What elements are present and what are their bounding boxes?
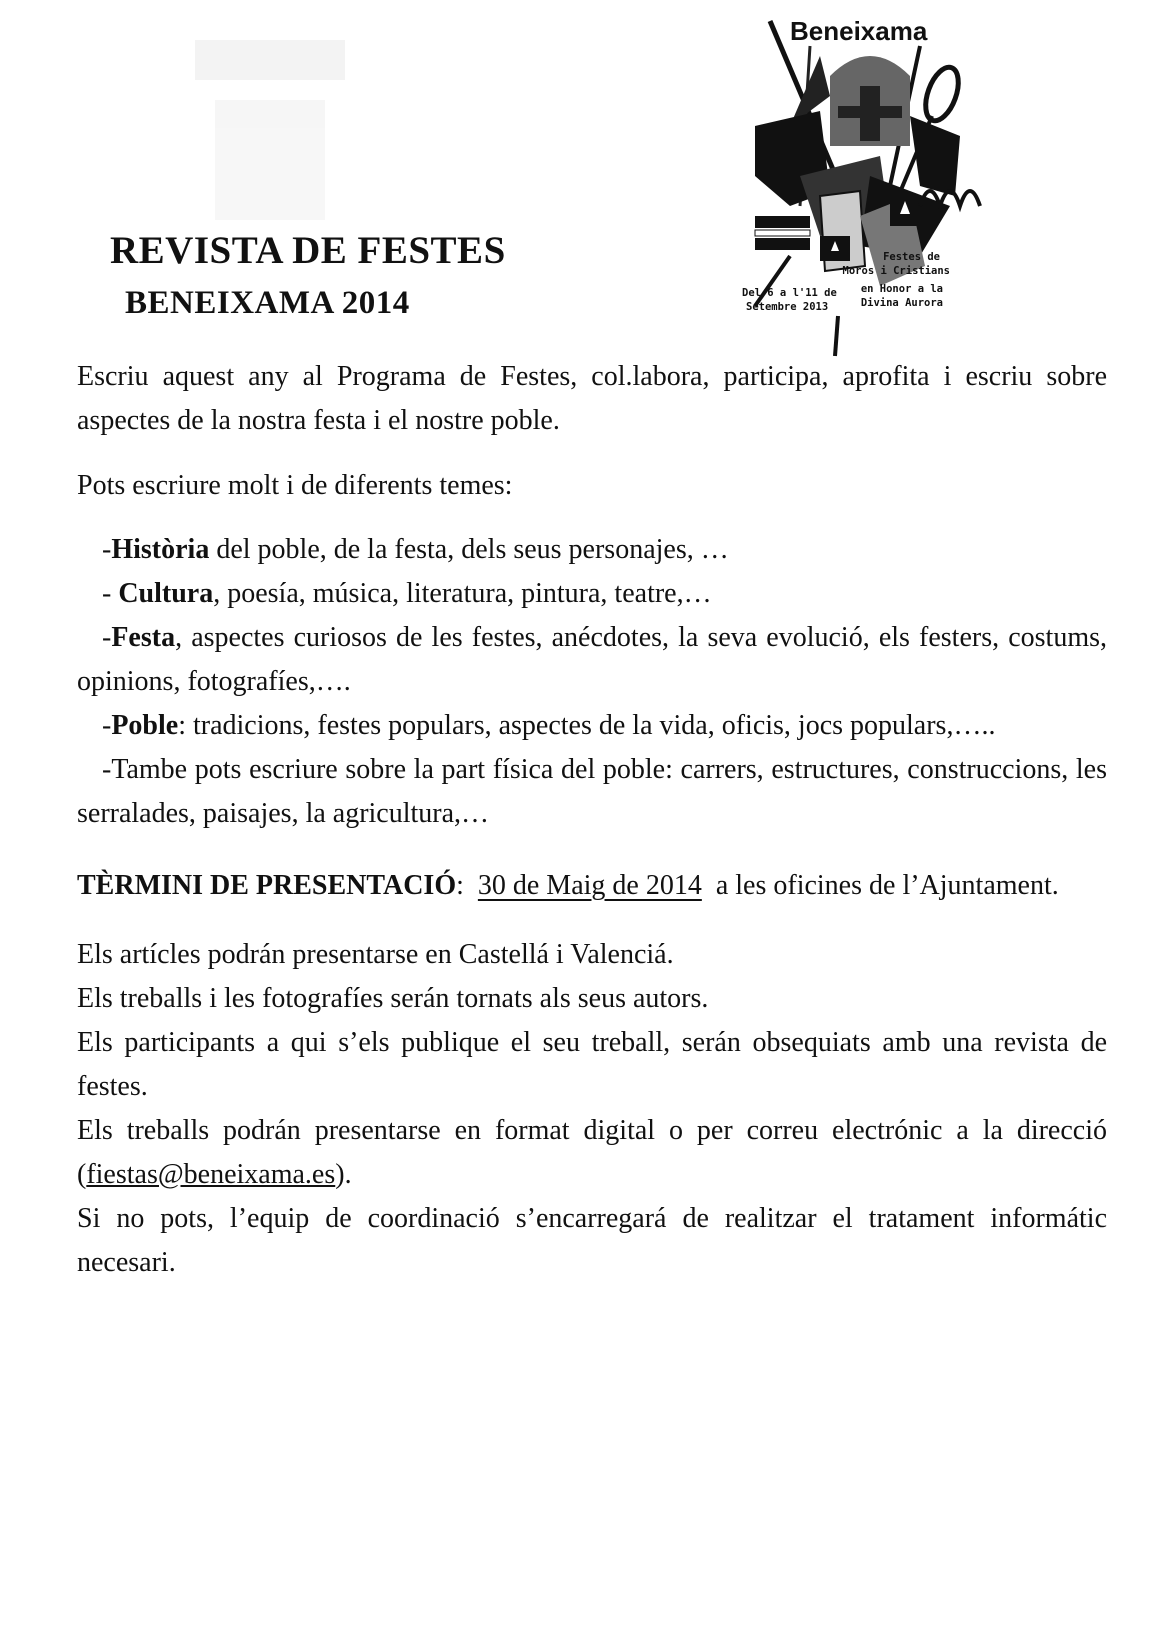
deadline-paragraph: TÈRMINI DE PRESENTACIÓ: 30 de Maig de 2014 a les oficines de l’Ajuntament. — [77, 870, 1059, 901]
topic-list — [77, 528, 1107, 836]
deadline-date: 30 de Maig de 2014 — [477, 870, 702, 901]
closing-line-gift: Els participants a qui s’els publique el seu treball, serán obsequiats amb una revista de festes. — [77, 1027, 1107, 1102]
deadline-label: TÈRMINI DE PRESENTACIÓ — [77, 870, 457, 901]
topic-culture: - Cultura, poesía, música, literatura, pintura, teatre,… — [102, 578, 712, 609]
scan-bleed-artifact — [185, 30, 355, 260]
poster-festes-line2: Moros i Cristians — [842, 265, 950, 277]
email-link[interactable]: fiestas@beneixama.es — [86, 1159, 336, 1190]
poster-festes-line1: Festes de — [883, 251, 940, 263]
topic-festa: -Festa, aspectes curiosos de les festes, anécdotes, la seva evolució, els festers, costums, opinions, fotografíes,…. — [77, 622, 1107, 697]
document-body — [77, 355, 1107, 1285]
poster-brand: Beneixama — [790, 16, 928, 46]
poster-festes-line4: Divina Aurora — [860, 297, 943, 309]
closing-line-languages: Els artícles podrán presentarse en Castellá i Valenciá. — [77, 939, 674, 970]
closing-line-returns: Els treballs i les fotografíes serán tornats als seus autors. — [77, 983, 709, 1014]
poster-dates-line1: Del 6 a l'11 de — [742, 287, 837, 299]
closing-line-digital: Els treballs podrán presentarse en format digital o per correu electrónic a la direcció (fiestas@beneixama.es). — [77, 1115, 1107, 1190]
topic-poble: -Poble: tradicions, festes populars, aspectes de la vida, oficis, jocs populars,….. — [102, 710, 996, 741]
document-title: REVISTA DE FESTES — [110, 229, 506, 272]
topic-history: -Història del poble, de la festa, dels seus personajes, … — [102, 534, 729, 565]
poster-festes-line3: en Honor a la — [860, 283, 943, 295]
topic-physical: -Tambe pots escriure sobre la part física del poble: carrers, estructures, construccions, les serralades, paisajes, la agricultura,… — [77, 754, 1107, 829]
deadline-place: a les oficines de l’Ajuntament. — [715, 870, 1059, 901]
intro-paragraph: Escriu aquest any al Programa de Festes, col.labora, participa, aprofita i escriu sobre aspectes de la nostra festa i el nostre poble. — [77, 361, 1107, 436]
festival-poster-logo — [742, 16, 1000, 356]
poster-artwork — [742, 16, 1000, 356]
poster-dates-line2: Setembre 2013 — [746, 301, 829, 313]
closing-line-coordination: Si no pots, l’equip de coordinació s’encarregará de realitzar el tratament informátic necesari. — [77, 1203, 1107, 1278]
topics-intro: Pots escriure molt i de diferents temes: — [77, 470, 513, 501]
closing-section — [77, 933, 1107, 1285]
document-subtitle: BENEIXAMA 2014 — [125, 285, 410, 321]
